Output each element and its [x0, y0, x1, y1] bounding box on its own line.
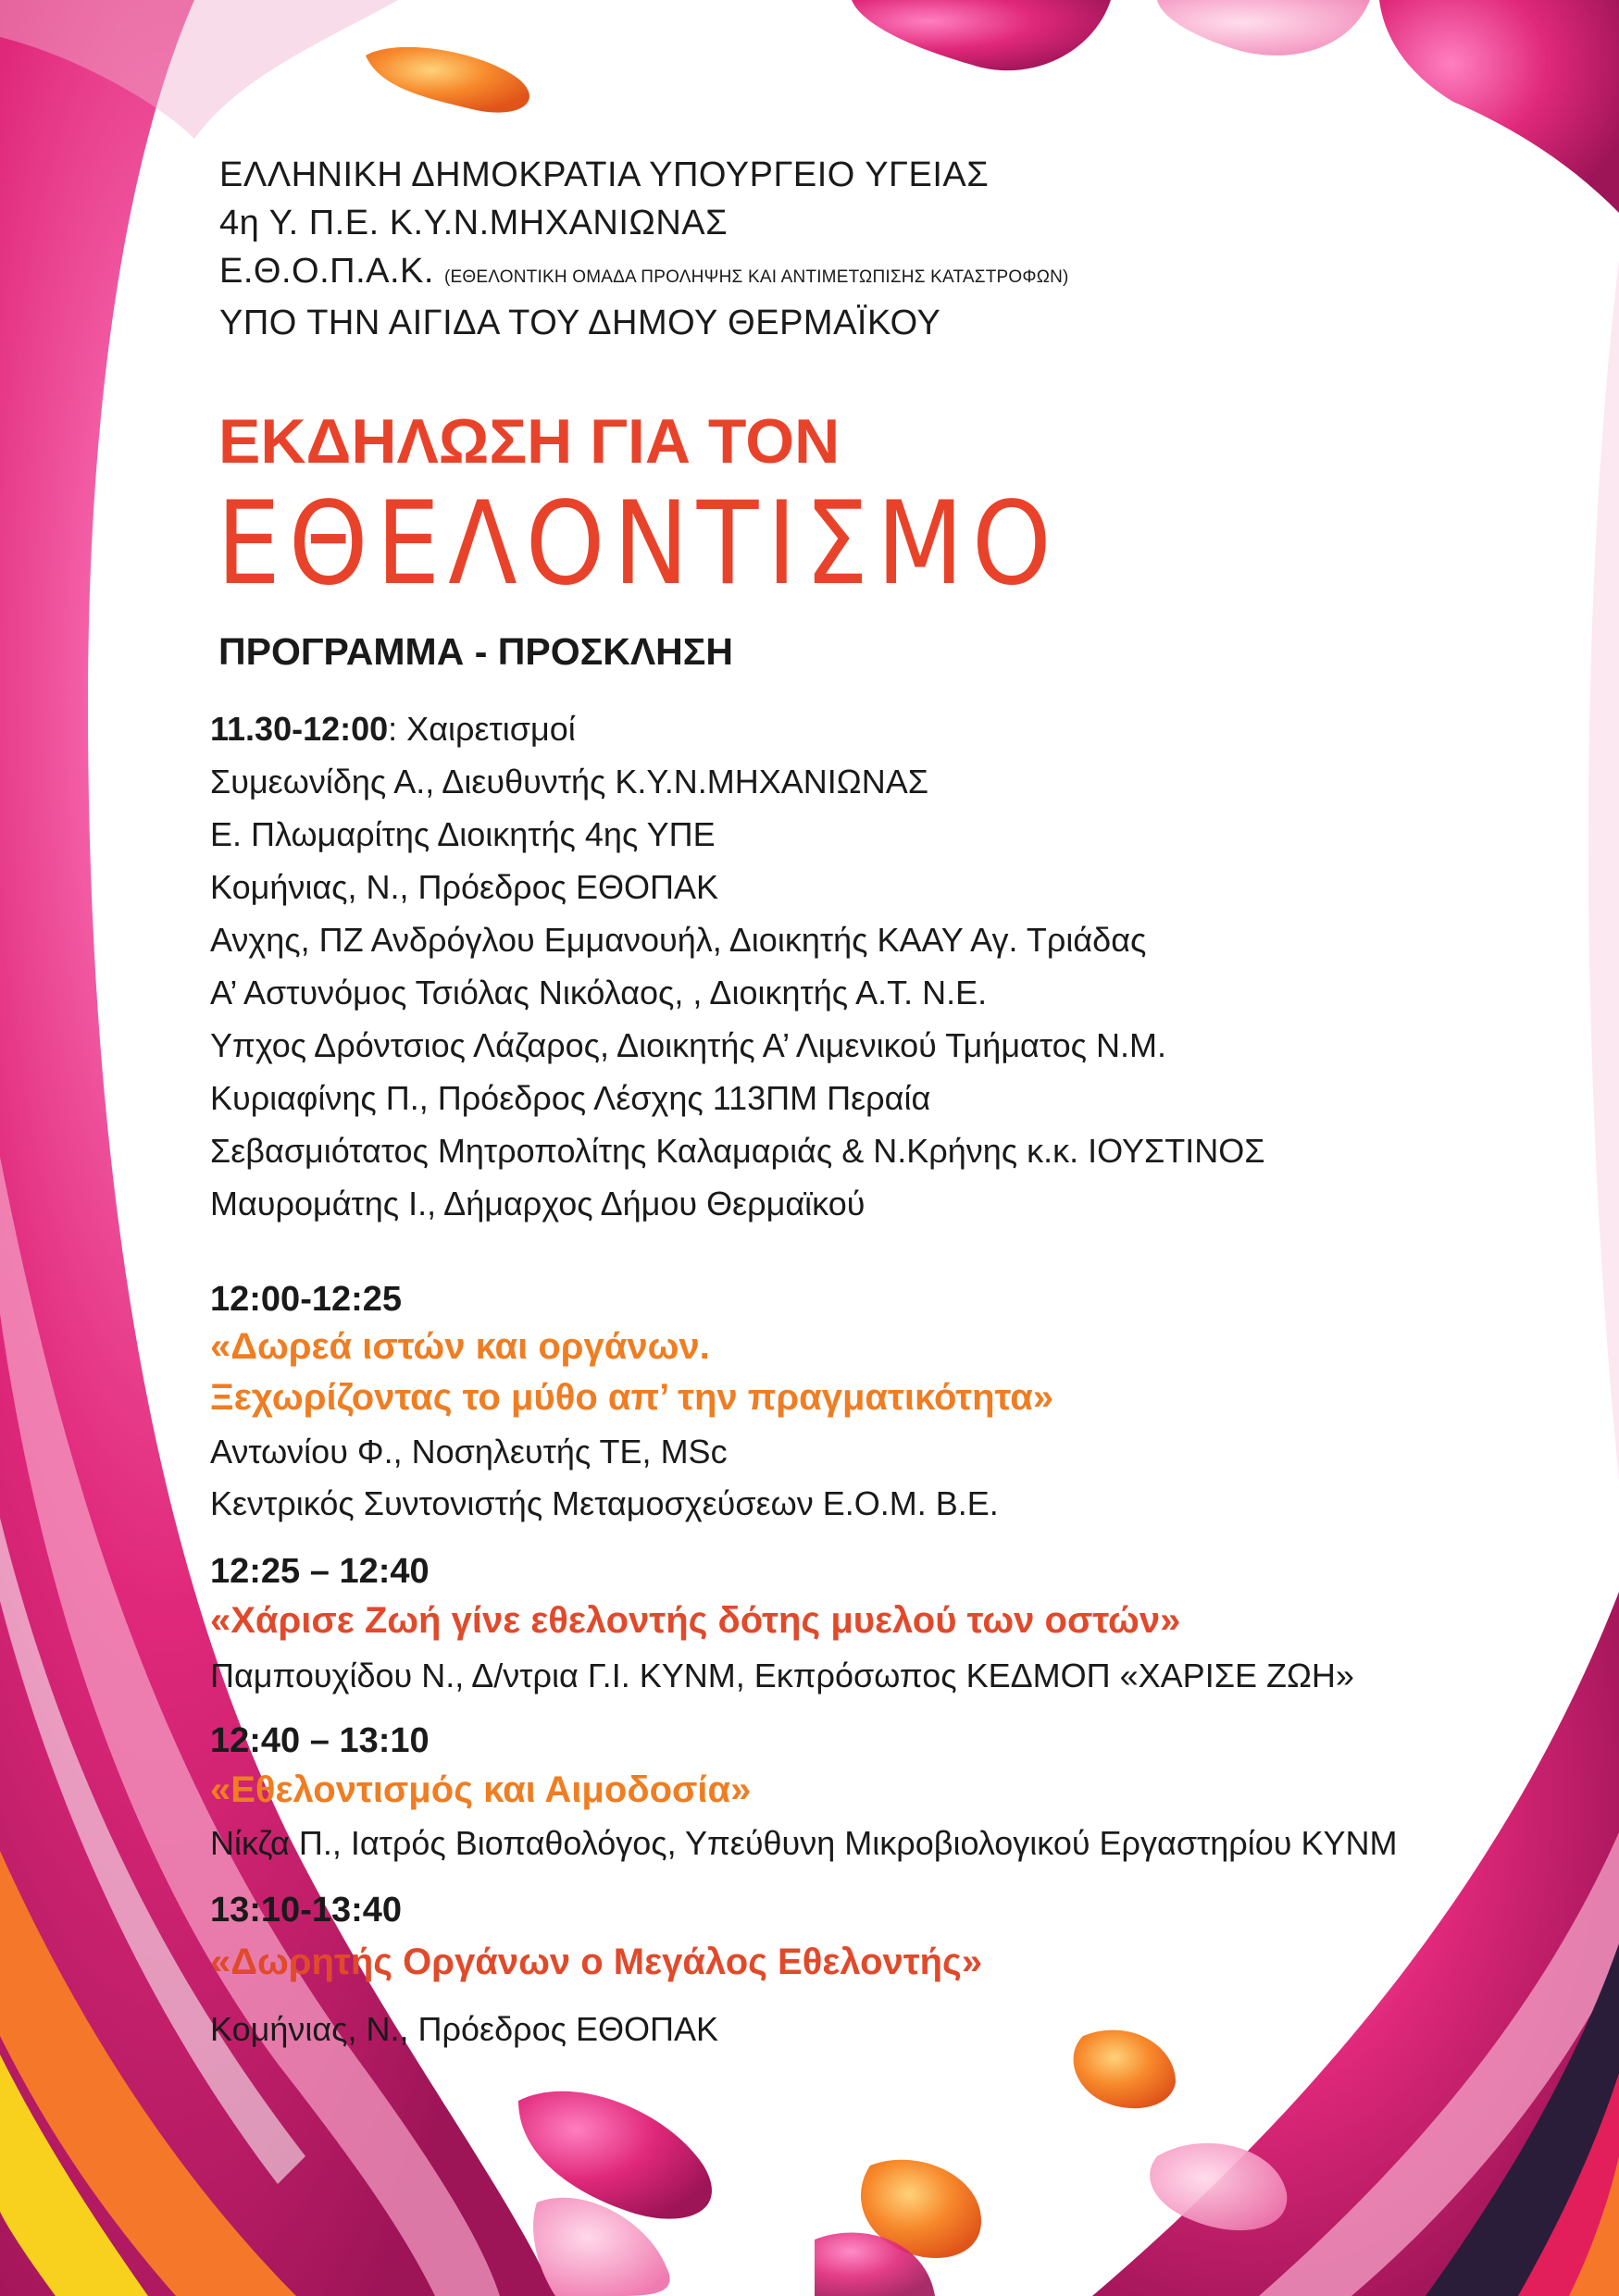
- session-speaker: Αντωνίου Φ., Νοσηλευτής ΤΕ, MSc: [210, 1433, 728, 1471]
- session-time: 12:00-12:25: [210, 1280, 403, 1319]
- event-title-line-1: ΕΚΔΗΛΩΣΗ ΓΙΑ ΤΟΝ: [218, 406, 841, 477]
- session-speaker: Κεντρικός Συντονιστής Μεταμοσχεύσεων Ε.Ο.Μ. Β.Ε.: [210, 1484, 999, 1522]
- session-title: «Δωρητής Οργάνων ο Μεγάλος Εθελοντής»: [210, 1942, 983, 1982]
- event-title-line-2: ΕΘΕΛΟΝΤΙΣΜΟ: [217, 478, 1060, 611]
- session-title: «Χάρισε Ζωή γίνε εθελοντής δότης μυελού των οστών»: [210, 1600, 1181, 1641]
- speaker-line: Ε. Πλωμαρίτης Διοικητής 4ης ΥΠΕ: [210, 815, 716, 853]
- speaker-line: Κυριαφίνης Π., Πρόεδρος Λέσχης 113ΠΜ Περαία: [210, 1079, 931, 1117]
- speaker-line: Α’ Αστυνόμος Τσιόλας Νικόλαος, , Διοικητής Α.Τ. Ν.Ε.: [210, 974, 988, 1011]
- session-time: 13:10-13:40: [210, 1891, 403, 1930]
- program-subtitle: ΠΡΟΓΡΑΜΜΑ - ΠΡΟΣΚΛΗΣΗ: [218, 630, 733, 673]
- speaker-line: Κομήνιας, Ν., Πρόεδρος ΕΘΟΠΑΚ: [210, 868, 718, 906]
- header-abbreviation: Ε.Θ.Ο.Π.Α.Κ.: [219, 252, 434, 291]
- header-line-2: 4η Υ. Π.Ε. Κ.Υ.Ν.ΜΗΧΑΝΙΩΝΑΣ: [219, 204, 729, 242]
- header-line-4: ΥΠΟ ΤΗΝ ΑΙΓΙΔΑ ΤΟΥ ΔΗΜΟΥ ΘΕΡΜΑΪΚΟΥ: [219, 304, 941, 342]
- speaker-line: Συμεωνίδης Α., Διευθυντής Κ.Υ.Ν.ΜΗΧΑΝΙΩΝΑΣ: [210, 763, 928, 800]
- speaker-line: Μαυρομάτης Ι., Δήμαρχος Δήμου Θερμαϊκού: [210, 1185, 866, 1222]
- header-abbreviation-full: (ΕΘΕΛΟΝΤΙΚΗ ΟΜΑΔΑ ΠΡΟΛΗΨΗΣ ΚΑΙ ΑΝΤΙΜΕΤΩΠΙΣΗΣ ΚΑΤΑΣΤΡΟΦΩΝ): [444, 267, 1069, 287]
- session-time: 12:25 – 12:40: [210, 1552, 430, 1591]
- header-line-1: ΕΛΛΗΝΙΚΗ ΔΗΜΟΚΡΑΤΙΑ ΥΠΟΥΡΓΕΙΟ ΥΓΕΙΑΣ: [219, 155, 990, 194]
- speaker-line: Σεβασμιότατος Μητροπολίτης Καλαμαριάς & Ν.Κρήνης κ.κ. ΙΟΥΣΤΙΝΟΣ: [210, 1132, 1265, 1170]
- greetings-heading: [210, 710, 576, 748]
- speaker-line: Υπχος Δρόντσιος Λάζαρος, Διοικητής Α’ Λιμενικού Τμήματος Ν.Μ.: [210, 1026, 1166, 1064]
- speaker-line: Ανχης, ΠΖ Ανδρόγλου Εμμανουήλ, Διοικητής ΚΑΑΥ Αγ. Τριάδας: [210, 921, 1147, 959]
- header-line-3: [219, 254, 1069, 289]
- session-time: 12:40 – 13:10: [210, 1721, 430, 1760]
- session-speaker: Νίκζα Π., Ιατρός Βιοπαθολόγος, Υπεύθυνη Μικροβιολογικού Εργαστηρίου ΚΥΝΜ: [210, 1824, 1398, 1862]
- greetings-time: 11.30-12:00: [210, 710, 389, 748]
- session-speaker: Κομήνιας, Ν., Πρόεδρος ΕΘΟΠΑΚ: [210, 2010, 718, 2048]
- session-title: «Δωρεά ιστών και οργάνων.: [210, 1326, 710, 1367]
- session-title: Ξεχωρίζοντας το μύθο απ’ την πραγματικότητα»: [210, 1377, 1054, 1418]
- session-title: «Εθελοντισμός και Αιμοδοσία»: [210, 1769, 752, 1810]
- session-speaker: Παμπουχίδου Ν., Δ/ντρια Γ.Ι. ΚΥΝΜ, Εκπρόσωπος ΚΕΔΜΟΠ «ΧΑΡΙΣΕ ΖΩΗ»: [210, 1657, 1354, 1694]
- greetings-label: : Χαιρετισμοί: [388, 710, 576, 748]
